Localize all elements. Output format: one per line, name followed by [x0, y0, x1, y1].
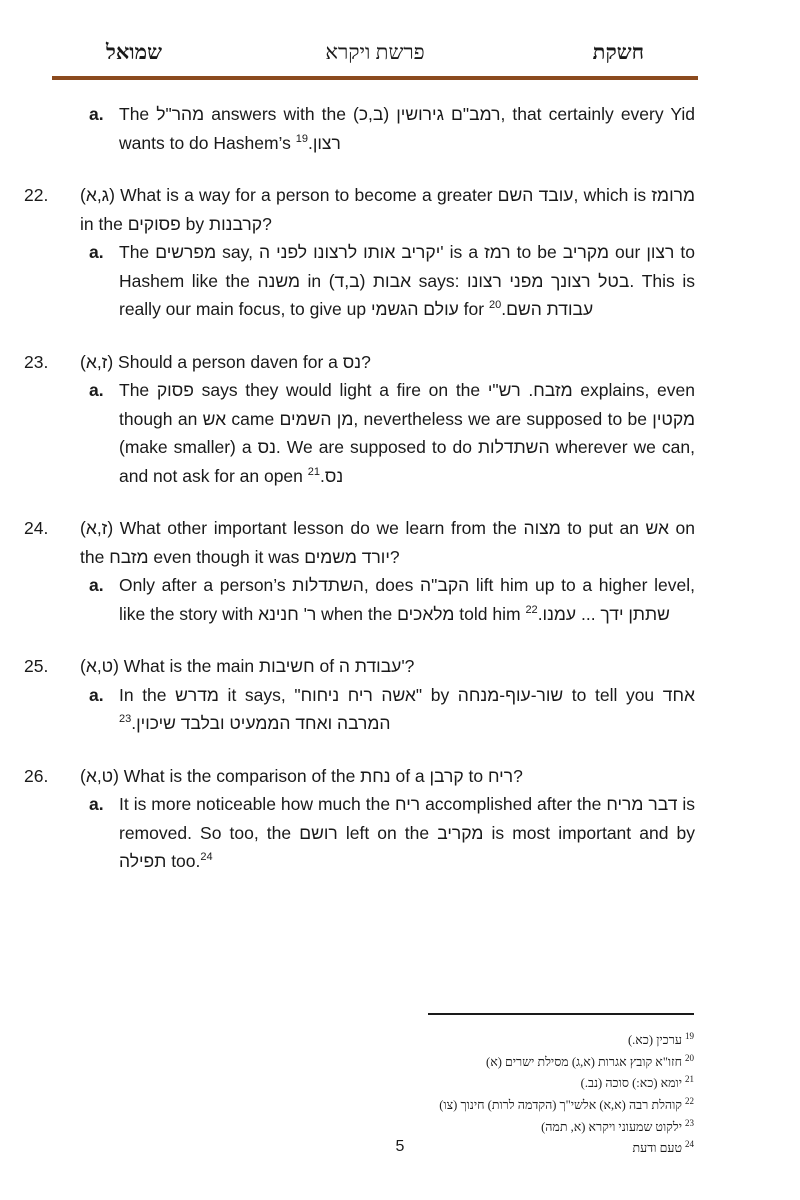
- question-23: [24, 348, 695, 491]
- answer-label: a.: [89, 684, 104, 705]
- footnote: $^{24}$טעם ודעת: [632, 1139, 694, 1156]
- question-number: 24.: [24, 518, 49, 538]
- answer-text: It is more noticeable how much the ריח accomplished after the דבר מריח is removed. So too, the רושם left on the מקריב is most important and by תפילה too.: [119, 794, 696, 871]
- footnote-ref: 19: [295, 132, 308, 145]
- footnote: $^{22}$קוהלת רבה (א,א) אלשי"ך (הקדמה לרות) חינוך (צו): [439, 1095, 694, 1113]
- answer-label: a.: [89, 794, 104, 814]
- header-series: חשקת: [592, 40, 644, 64]
- answer-label: a.: [89, 104, 104, 124]
- footnote-ref: 23: [119, 713, 132, 726]
- question-text: (ז,א) Should a person daven for a נס?: [80, 351, 371, 372]
- footnote-ref: 24: [200, 851, 213, 864]
- question-number: 23.: [24, 351, 49, 372]
- intro-answer: [52, 100, 695, 157]
- footnote-rule: [428, 1013, 694, 1015]
- header-rule: [52, 76, 698, 80]
- answer-text: In the מדרש it says, "אשה ריח ניחוח" by שור-עוף-מנחה to tell you אחד המרבה ואחד הממעיט ובלבד שיכוין.: [119, 684, 695, 733]
- answer-label: a.: [89, 380, 104, 400]
- footnote: $^{21}$יומא (כא:) סוכה (נב.): [580, 1074, 694, 1091]
- question-number: 22.: [24, 185, 49, 205]
- question-text: (ז,א) What other important lesson do we learn from the מצוה to put an אש on the מזבח even though it was יורד משמים?: [80, 518, 696, 567]
- question-25: [24, 652, 695, 738]
- footnote-ref: 21: [307, 465, 320, 478]
- question-number: 25.: [24, 656, 49, 676]
- answer-text: The פסוק says they would light a fire on the מזבח. רש"י explains, even though an אש came מן השמים, nevertheless we are supposed to be מקטין (make smaller) a נס. We are supposed to do השתדלות wherever we can, and not ask for an open נס.: [119, 380, 695, 486]
- question-text: (ג,א) What is a way for a person to become a greater עובד השם, which is מרומז in the פסוקים by קרבנות?: [80, 185, 695, 234]
- answer-label: a.: [89, 575, 104, 595]
- question-text: (ט,א) What is the comparison of the נחת of a קרבן to ריח?: [80, 765, 523, 786]
- question-22: [24, 181, 695, 324]
- footnote: $^{23}$ילקוט שמעוני ויקרא (א, תמה): [541, 1117, 694, 1134]
- main-content: [24, 100, 696, 900]
- header-book-title: שמואל: [106, 40, 162, 64]
- answer-label: a.: [89, 242, 104, 262]
- header-parsha: פרשת ויקרא: [325, 40, 425, 64]
- question-number: 26.: [24, 765, 49, 786]
- question-24: [24, 514, 696, 628]
- answer-text: The מפרשים say, יקריב אותו לרצונו לפני ה' is a רמז to be מקריב our רצון to Hashem like the משנה in אבות (ב,ד) says: בטל רצונך מפני רצונו. This is really our main focus, to give up עולם הגשמי for עבודת השם.: [119, 242, 695, 319]
- question-26: [24, 762, 696, 876]
- answer-text: The מהר"ל answers with the רמב"ם גירושין (ב,כ), that certainly every Yid wants to do Hashem’s רצון.: [119, 104, 696, 153]
- question-text: (ט,א) What is the main חשיבות of עבודת ה'?: [80, 656, 415, 676]
- footnote-ref: 20: [488, 299, 502, 312]
- page-number: 5: [395, 1138, 405, 1155]
- footnote: $^{19}$ערכין (כא.): [628, 1031, 694, 1048]
- running-header: [52, 36, 698, 76]
- answer-text: Only after a person’s השתדלות, does הקב"ה lift him up to a higher level, like the story with ר' חנינא when the מלאכים told him שתתן ידך ... עמנו.: [119, 575, 695, 624]
- footnote: $^{20}$חזו"א קובץ אגרות (א,ג) מסילת ישרים (א): [486, 1052, 694, 1069]
- footnote-ref: 22: [525, 603, 538, 616]
